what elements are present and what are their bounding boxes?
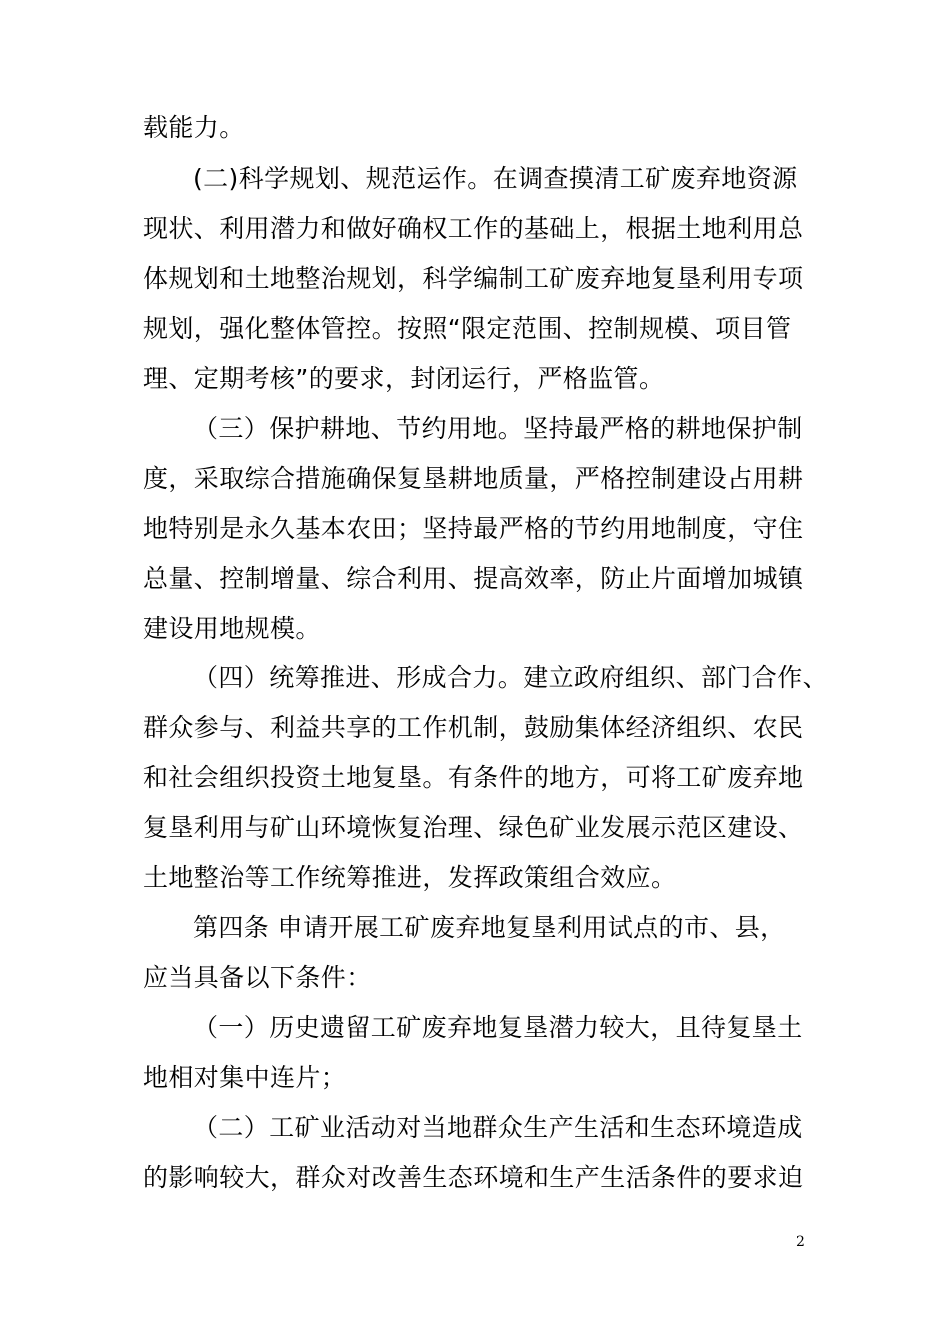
- body-text-line: 土地整治等工作统筹推进，发挥政策组合效应。: [143, 863, 677, 892]
- body-text-line: （一）历史遗留工矿废弃地复垦潜力较大，且待复垦土: [193, 1013, 803, 1042]
- body-text-line: 群众参与、利益共享的工作机制，鼓励集体经济组织、农民: [143, 713, 804, 742]
- body-text-line: 载能力。: [143, 113, 245, 142]
- body-text-line: (二)科学规划、规范运作。在调查摸清工矿废弃地资源: [193, 164, 798, 193]
- body-text-line: 地特别是永久基本农田；坚持最严格的节约用地制度，守住: [143, 514, 804, 543]
- body-text-line: （二）工矿业活动对当地群众生产生活和生态环境造成: [193, 1113, 803, 1142]
- body-text-line: 地相对集中连片；: [143, 1063, 347, 1092]
- body-text-line: 度，采取综合措施确保复垦耕地质量，严格控制建设占用耕: [143, 464, 804, 493]
- article-heading-line: 第四条 申请开展工矿废弃地复垦利用试点的市、县，: [193, 913, 786, 942]
- body-text-line: 的影响较大，群众对改善生态环境和生产生活条件的要求迫: [143, 1163, 804, 1192]
- body-text-line: 复垦利用与矿山环境恢复治理、绿色矿业发展示范区建设、: [143, 813, 804, 842]
- page-number: 2: [796, 1234, 805, 1250]
- body-text-line: 建设用地规模。: [143, 614, 321, 643]
- body-text-line: 体规划和土地整治规划，科学编制工矿废弃地复垦利用专项: [143, 264, 804, 293]
- body-text-line: 应当具备以下条件：: [143, 963, 372, 992]
- body-text-line: 和社会组织投资土地复垦。有条件的地方，可将工矿废弃地: [143, 763, 804, 792]
- body-text-line: （四）统筹推进、形成合力。建立政府组织、部门合作、: [193, 663, 829, 692]
- body-text-line: （三）保护耕地、节约用地。坚持最严格的耕地保护制: [193, 414, 803, 443]
- body-text-line: 现状、利用潜力和做好确权工作的基础上，根据土地利用总: [143, 214, 804, 243]
- body-text-line: 规划，强化整体管控。按照“限定范围、控制规模、项目管: [143, 314, 792, 343]
- body-text-line: 理、定期考核”的要求，封闭运行，严格监管。: [143, 364, 665, 393]
- body-text-line: 总量、控制增量、综合利用、提高效率，防止片面增加城镇: [143, 564, 804, 593]
